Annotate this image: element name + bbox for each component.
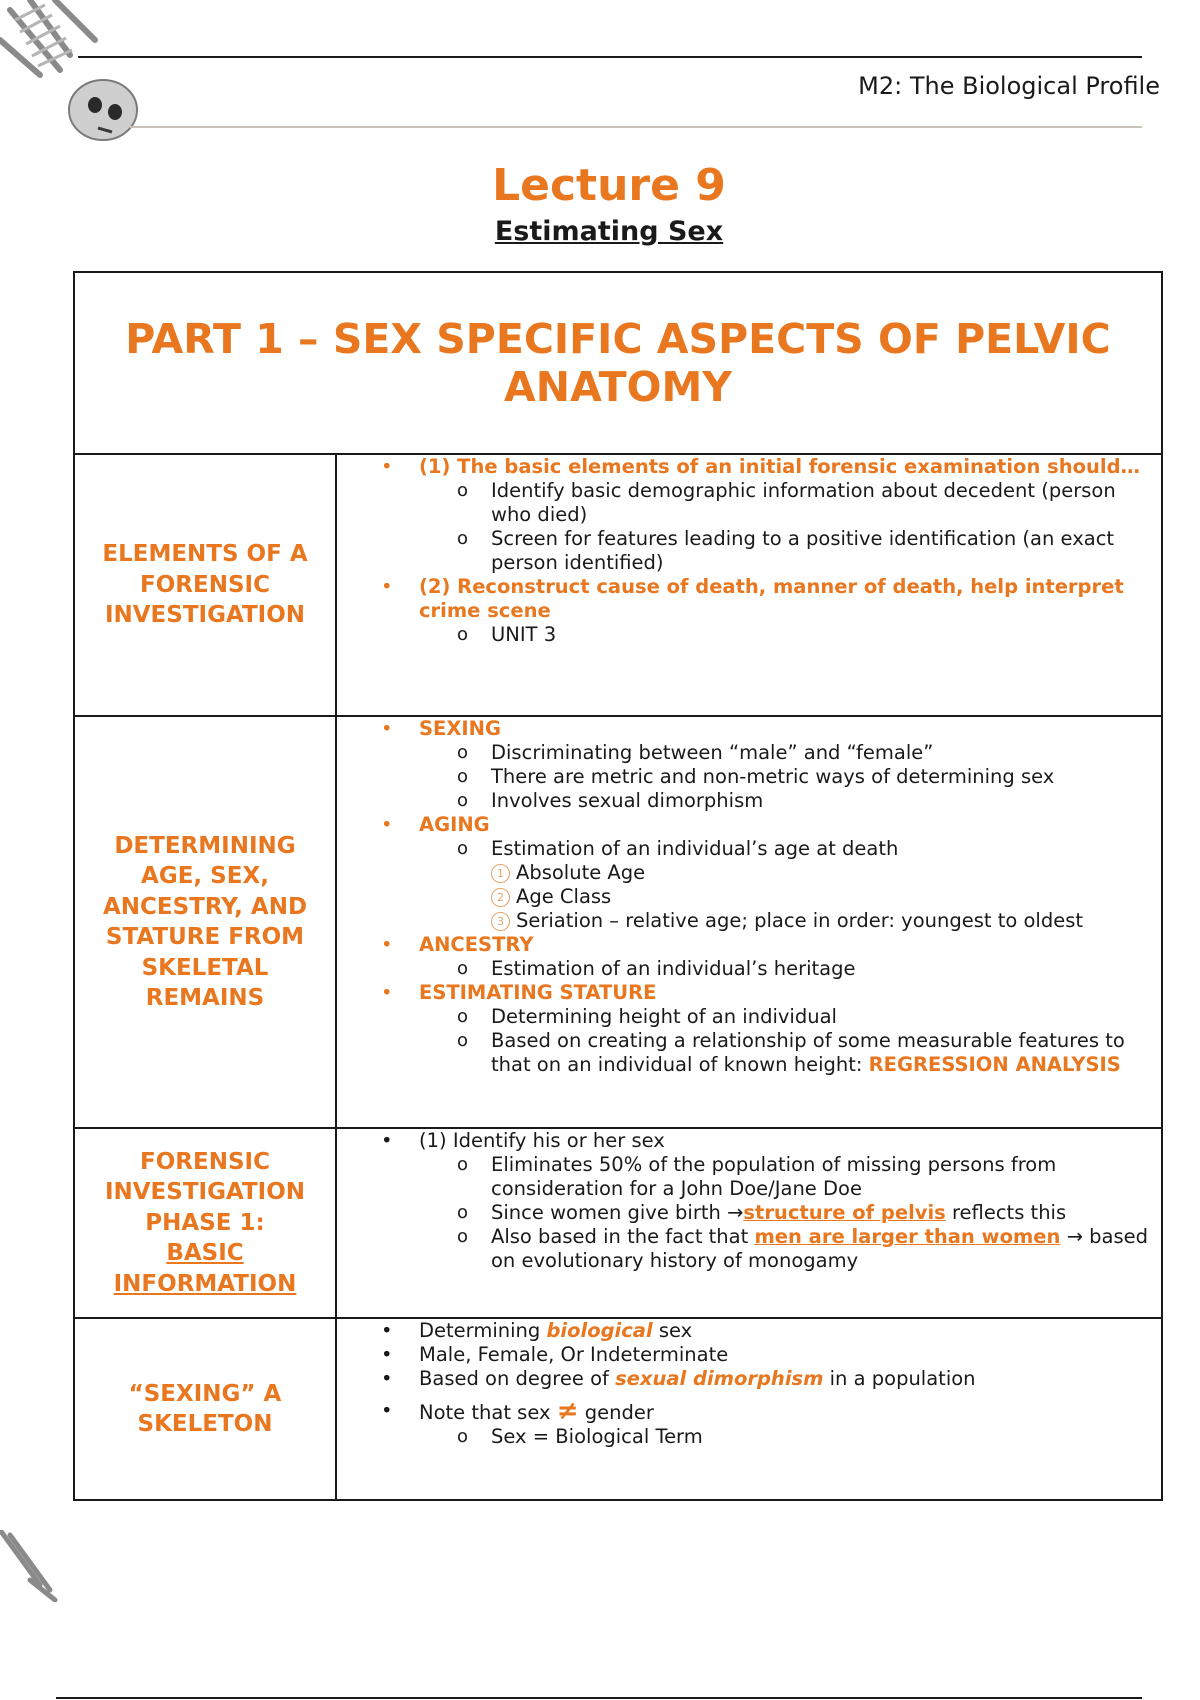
list-item: • Based on degree of sexual dimorphism in a population <box>337 1367 1149 1391</box>
skeleton-fragment-illustration <box>0 1530 70 1602</box>
list-item: • SEXING o Discriminating between “male” and “female” o There are metric and non-metric ways of determining sex o Involves sexual dimorphism <box>337 717 1149 813</box>
list-item: o Also based in the fact that men are larger than women → based on evolutionary history of monogamy <box>419 1225 1149 1273</box>
row-content-elements <box>336 454 1162 716</box>
list-item: o There are metric and non-metric ways of determining sex <box>419 765 1149 789</box>
row-label-sexing-skeleton: “SEXING” A SKELETON <box>74 1318 336 1500</box>
table-row <box>74 454 1162 716</box>
list-item: • ESTIMATING STATURE o Determining height of an individual o Based on creating a relationship of some measurable features to that on an individual of known height: REGRESSION ANALYSIS <box>337 981 1149 1077</box>
number-1-icon: 1 <box>491 864 510 883</box>
course-header: M2: The Biological Profile <box>858 72 1160 100</box>
list-item: o Since women give birth →structure of pelvis reflects this <box>419 1201 1149 1225</box>
list-item: o Estimation of an individual’s age at death <box>419 837 1149 861</box>
list-item: o UNIT 3 <box>419 623 1149 647</box>
list-item: o Identify basic demographic information about decedent (person who died) <box>419 479 1149 527</box>
header-bottom-rule <box>130 126 1142 128</box>
list-item: 3 Seriation – relative age; place in order: youngest to oldest <box>419 909 1149 933</box>
skeleton-illustration <box>0 0 150 150</box>
list-item: • (1) The basic elements of an initial forensic examination should… o Identify basic demographic information about decedent (person who died) o Screen for features leading to a positive identification (an exact person identified) <box>337 455 1149 575</box>
list-item: • Determining biological sex <box>337 1319 1149 1343</box>
row-label-phase1: FORENSIC INVESTIGATION PHASE 1: BASIC INFORMATION <box>74 1128 336 1318</box>
table-row <box>74 716 1162 1128</box>
list-item: o Eliminates 50% of the population of missing persons from consideration for a John Doe/Jane Doe <box>419 1153 1149 1201</box>
list-item: • AGING o Estimation of an individual’s age at death 1 Absolute Age 2 Age Class 3 Seriation – relative age; place in order: youngest to oldest <box>337 813 1149 933</box>
part-heading: PART 1 – SEX SPECIFIC ASPECTS OF PELVIC ANATOMY <box>74 272 1162 454</box>
list-item: • (1) Identify his or her sex o Eliminates 50% of the population of missing persons from consideration for a John Doe/Jane Doe o Since women give birth →structure of pelvis reflects this o Also based in the fact that men are larger than women → based on evolutionary history of monogamy <box>337 1129 1149 1273</box>
row-label-elements: ELEMENTS OF A FORENSIC INVESTIGATION <box>74 454 336 716</box>
row-content-sexing-skeleton <box>336 1318 1162 1500</box>
header-top-rule <box>78 56 1142 58</box>
table-row <box>74 1318 1162 1500</box>
row-content-determining <box>336 716 1162 1128</box>
list-item: o Screen for features leading to a positive identification (an exact person identified) <box>419 527 1149 575</box>
list-item: o Estimation of an individual’s heritage <box>419 957 1149 981</box>
notes-table <box>73 271 1163 1501</box>
list-item: • ANCESTRY o Estimation of an individual’s heritage <box>337 933 1149 981</box>
list-item: • (2) Reconstruct cause of death, manner of death, help interpret crime scene o UNIT 3 <box>337 575 1149 647</box>
list-item: 1 Absolute Age <box>419 861 1149 885</box>
footer-rule <box>56 1697 1142 1699</box>
list-item: • Male, Female, Or Indeterminate <box>337 1343 1149 1367</box>
table-row <box>74 1128 1162 1318</box>
list-item: o Discriminating between “male” and “female” <box>419 741 1149 765</box>
row-content-phase1 <box>336 1128 1162 1318</box>
part-heading-row <box>74 272 1162 454</box>
list-item: o Sex = Biological Term <box>419 1425 1149 1449</box>
lecture-subtitle: Estimating Sex <box>494 216 724 247</box>
list-item: o Involves sexual dimorphism <box>419 789 1149 813</box>
list-item: o Determining height of an individual <box>419 1005 1149 1029</box>
number-2-icon: 2 <box>491 888 510 907</box>
list-item: o Based on creating a relationship of some measurable features to that on an individual of known height: REGRESSION ANALYSIS <box>419 1029 1149 1077</box>
row-label-determining: DETERMINING AGE, SEX, ANCESTRY, AND STATURE FROM SKELETAL REMAINS <box>74 716 336 1128</box>
not-equal-icon: ≠ <box>556 1396 579 1426</box>
lecture-title: Lecture 9 <box>492 160 726 211</box>
list-item: • Note that sex ≠ gender o Sex = Biological Term <box>337 1399 1149 1449</box>
number-3-icon: 3 <box>491 912 510 931</box>
list-item: 2 Age Class <box>419 885 1149 909</box>
